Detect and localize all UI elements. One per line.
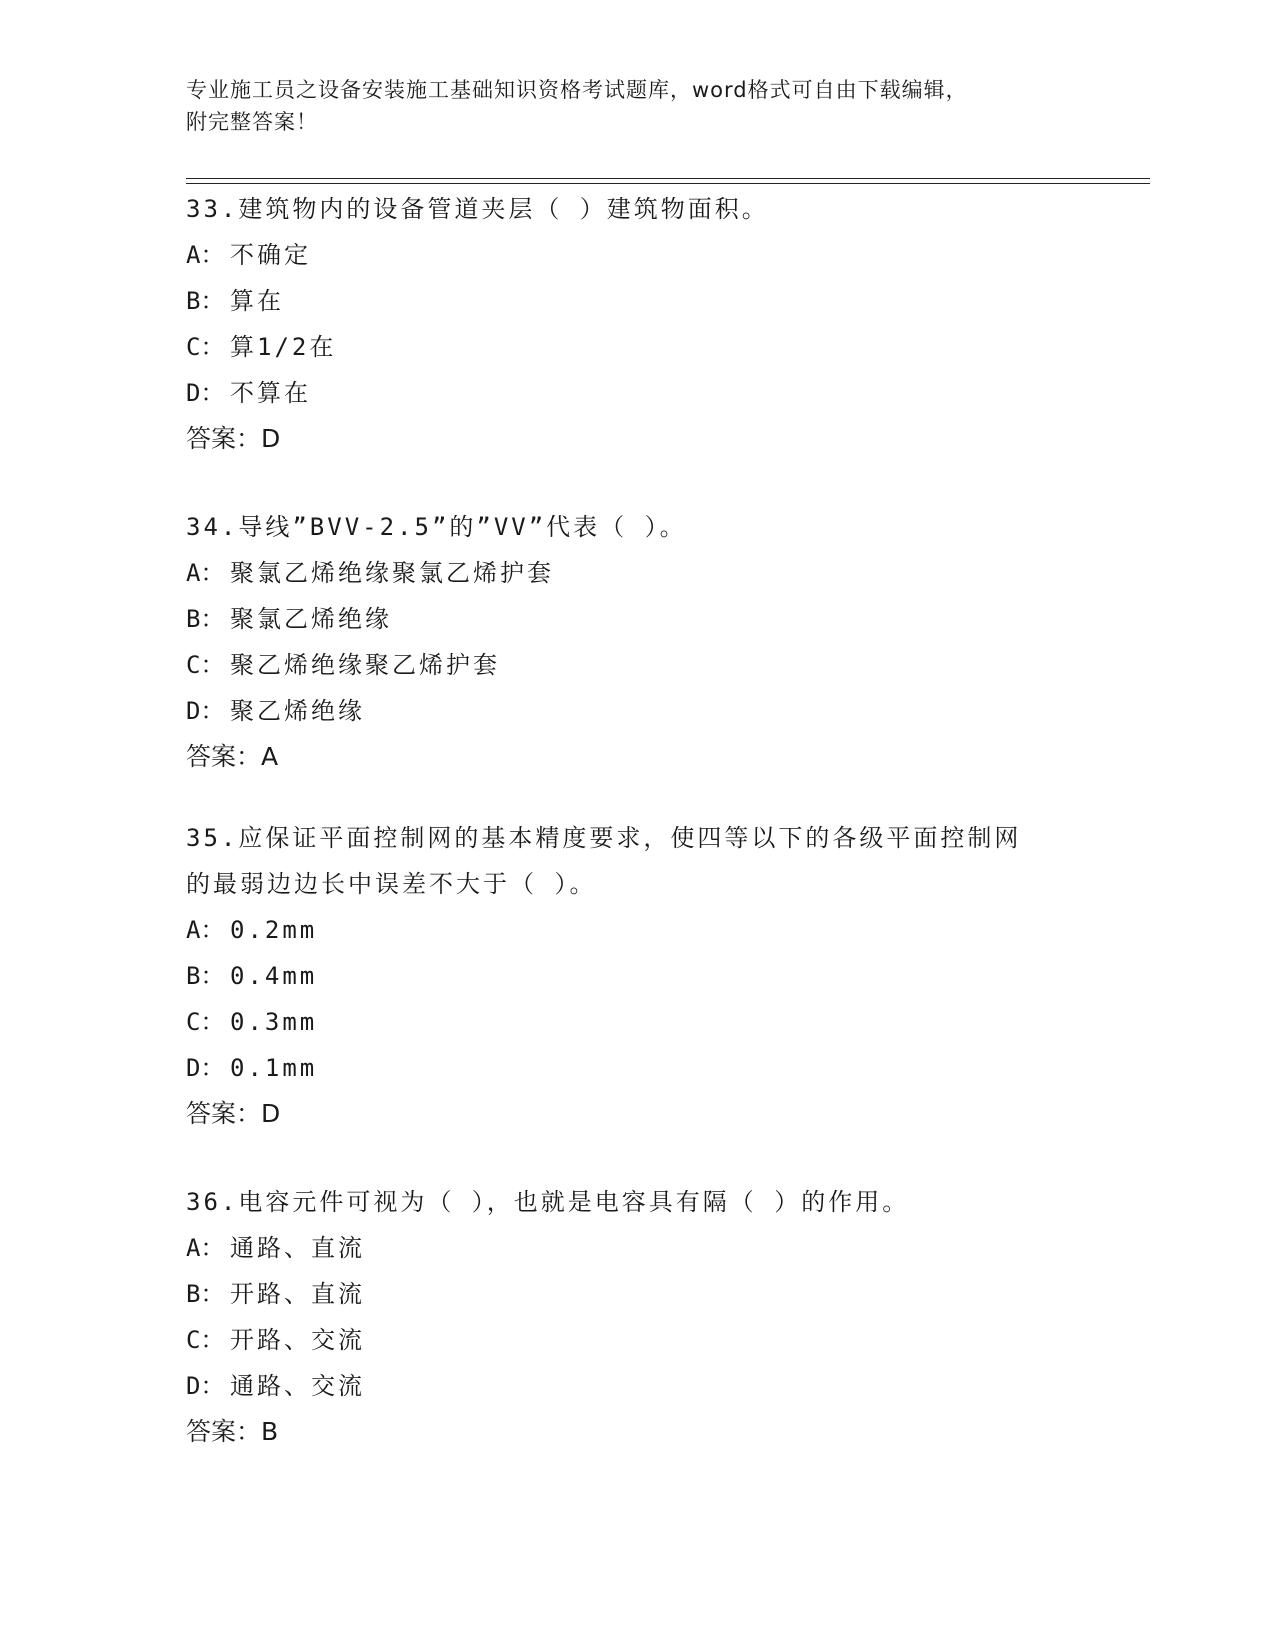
option-text: 不算在 xyxy=(230,379,311,407)
option-b xyxy=(186,278,1086,324)
header-divider-bottom xyxy=(186,183,1150,184)
option-text: 0.1mm xyxy=(230,1054,318,1082)
option-d xyxy=(186,688,1086,734)
option-key: B： xyxy=(186,287,225,315)
question-stem: 33.建筑物内的设备管道夹层（ ）建筑物面积。 xyxy=(186,195,769,223)
option-key: A： xyxy=(186,559,225,587)
option-text: 算1/2在 xyxy=(230,333,337,361)
option-text: 通路、交流 xyxy=(230,1372,365,1400)
option-a xyxy=(186,907,1086,953)
option-key: C： xyxy=(186,333,225,361)
option-key: D： xyxy=(186,1372,225,1400)
option-key: D： xyxy=(186,1054,225,1082)
option-text: 聚乙烯绝缘 xyxy=(230,697,365,725)
option-key: D： xyxy=(186,379,225,407)
option-b xyxy=(186,953,1086,999)
option-key: A： xyxy=(186,241,225,269)
question-33 xyxy=(186,186,1086,462)
option-d xyxy=(186,1363,1086,1409)
header-line-2: 附完整答案！ xyxy=(186,110,318,134)
header-divider-top xyxy=(186,178,1150,179)
option-text: 通路、直流 xyxy=(230,1234,365,1262)
option-a xyxy=(186,232,1086,278)
option-text: 0.2mm xyxy=(230,916,318,944)
question-stem-line-2: 的最弱边边长中误差不大于（ ）。 xyxy=(186,870,597,898)
option-c xyxy=(186,999,1086,1045)
option-key: D： xyxy=(186,697,225,725)
question-stem: 36.电容元件可视为（ ），也就是电容具有隔（ ）的作用。 xyxy=(186,1188,910,1216)
option-a xyxy=(186,1225,1086,1271)
option-d xyxy=(186,1045,1086,1091)
header-line-1: 专业施工员之设备安装施工基础知识资格考试题库，word格式可自由下载编辑， xyxy=(186,78,968,102)
option-key: C： xyxy=(186,651,225,679)
question-stem-line-1: 35.应保证平面控制网的基本精度要求，使四等以下的各级平面控制网 xyxy=(186,824,1022,852)
option-text: 开路、直流 xyxy=(230,1280,365,1308)
option-c xyxy=(186,1317,1086,1363)
option-key: B： xyxy=(186,605,225,633)
option-text: 开路、交流 xyxy=(230,1326,365,1354)
option-key: B： xyxy=(186,1280,225,1308)
option-text: 聚氯乙烯绝缘 xyxy=(230,605,392,633)
question-stem: 34.导线”BVV-2.5”的”VV”代表（ ）。 xyxy=(186,513,687,541)
option-text: 算在 xyxy=(230,287,284,315)
option-b xyxy=(186,596,1086,642)
option-key: B： xyxy=(186,962,225,990)
option-b xyxy=(186,1271,1086,1317)
option-text: 聚氯乙烯绝缘聚氯乙烯护套 xyxy=(230,559,554,587)
option-text: 0.3mm xyxy=(230,1008,318,1036)
question-35 xyxy=(186,815,1086,1137)
document-header xyxy=(186,74,1086,138)
answer: 答案：B xyxy=(186,1417,279,1446)
option-c xyxy=(186,324,1086,370)
option-text: 0.4mm xyxy=(230,962,318,990)
option-c xyxy=(186,642,1086,688)
option-d xyxy=(186,370,1086,416)
option-key: C： xyxy=(186,1008,225,1036)
option-text: 聚乙烯绝缘聚乙烯护套 xyxy=(230,651,500,679)
question-34 xyxy=(186,504,1086,780)
option-key: A： xyxy=(186,916,225,944)
answer: 答案：D xyxy=(186,424,281,453)
option-a xyxy=(186,550,1086,596)
option-text: 不确定 xyxy=(230,241,311,269)
answer: 答案：D xyxy=(186,1099,281,1128)
answer: 答案：A xyxy=(186,742,279,771)
option-key: C： xyxy=(186,1326,225,1354)
question-36 xyxy=(186,1179,1086,1455)
option-key: A： xyxy=(186,1234,225,1262)
